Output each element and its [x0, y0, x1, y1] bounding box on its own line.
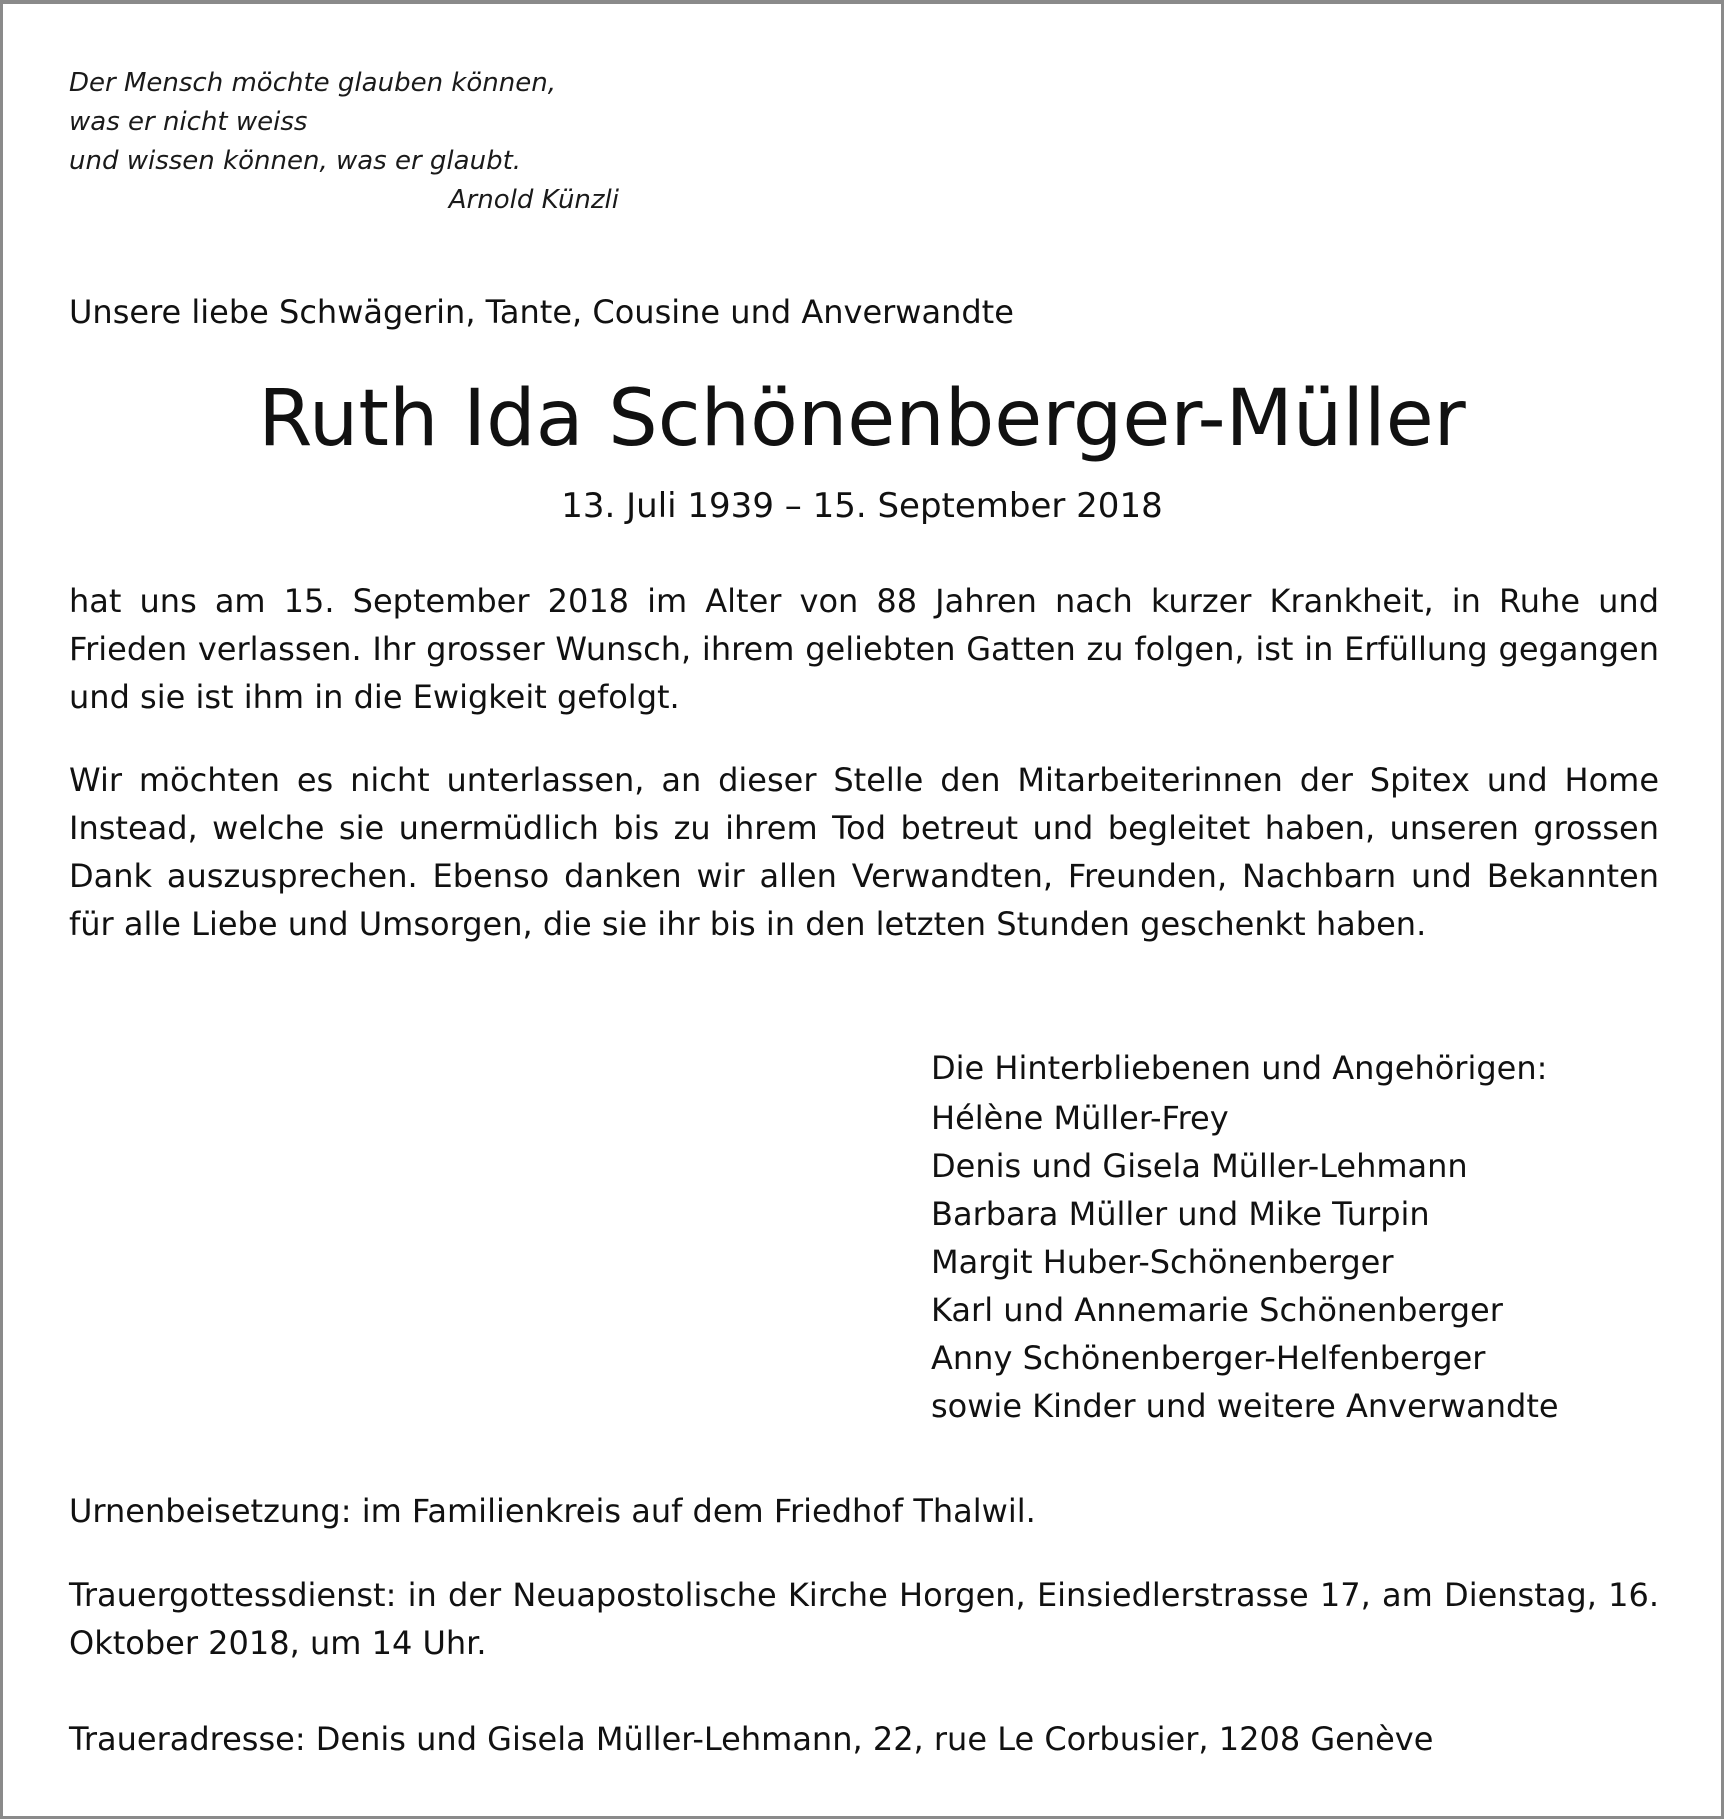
survivors-list — [931, 1044, 1691, 1430]
announcement-paragraph: hat uns am 15. September 2018 im Alter von 88 Jahren nach kurzer Krankheit, in Ruhe und Frieden verlassen. Ihr grosser Wunsch, ihrem geliebten Gatten zu folgen, ist in Erfüllung gegangen und sie ist ihm in die Ewigkeit gefolgt. — [69, 582, 1659, 716]
quote-line: und wissen können, was er glaubt. — [69, 146, 522, 176]
mourning-address: Traueradresse: Denis und Gisela Müller-Lehmann, 22, rue Le Corbusier, 1208 Genève — [69, 1720, 1434, 1758]
life-dates: 13. Juli 1939 – 15. September 2018 — [561, 486, 1163, 526]
survivor-entry: Barbara Müller und Mike Turpin — [931, 1195, 1430, 1233]
survivor-entry: Anny Schönenberger-Helfenberger — [931, 1339, 1486, 1377]
survivor-entry: Margit Huber-Schönenberger — [931, 1243, 1394, 1281]
deceased-name: Ruth Ida Schönenberger-Müller — [258, 374, 1466, 464]
intro-line: Unsere liebe Schwägerin, Tante, Cousine und Anverwandte — [69, 293, 1014, 331]
survivor-entry: Hélène Müller-Frey — [931, 1099, 1229, 1137]
service-info: Trauergottessdienst: in der Neuapostolische Kirche Horgen, Einsiedlerstrasse 17, am Dienstag, 16. Oktober 2018, um 14 Uhr. — [69, 1576, 1659, 1662]
epigraph-quote — [69, 64, 629, 220]
quote-author: Arnold Künzli — [448, 185, 619, 215]
burial-info: Urnenbeisetzung: im Familienkreis auf dem Friedhof Thalwil. — [69, 1492, 1036, 1530]
quote-line: Der Mensch möchte glauben können, — [69, 68, 556, 98]
survivors-heading: Die Hinterbliebenen und Angehörigen: — [931, 1049, 1548, 1087]
survivor-entry: Denis und Gisela Müller-Lehmann — [931, 1147, 1468, 1185]
thanks-paragraph: Wir möchten es nicht unterlassen, an dieser Stelle den Mitarbeiterinnen der Spitex und Home Instead, welche sie unermüdlich bis zu ihrem Tod betreut und begleitet haben, unseren grossen Dank auszusprechen. Ebenso danken wir allen Verwandten, Freunden, Nachbarn und Bekannten für alle Liebe und Umsorgen, die sie ihr bis in den letzten Stunden geschenkt haben. — [69, 761, 1659, 943]
survivor-entry: Karl und Annemarie Schönenberger — [931, 1291, 1503, 1329]
quote-line: was er nicht weiss — [69, 107, 308, 137]
survivor-entry: sowie Kinder und weitere Anverwandte — [931, 1387, 1559, 1425]
